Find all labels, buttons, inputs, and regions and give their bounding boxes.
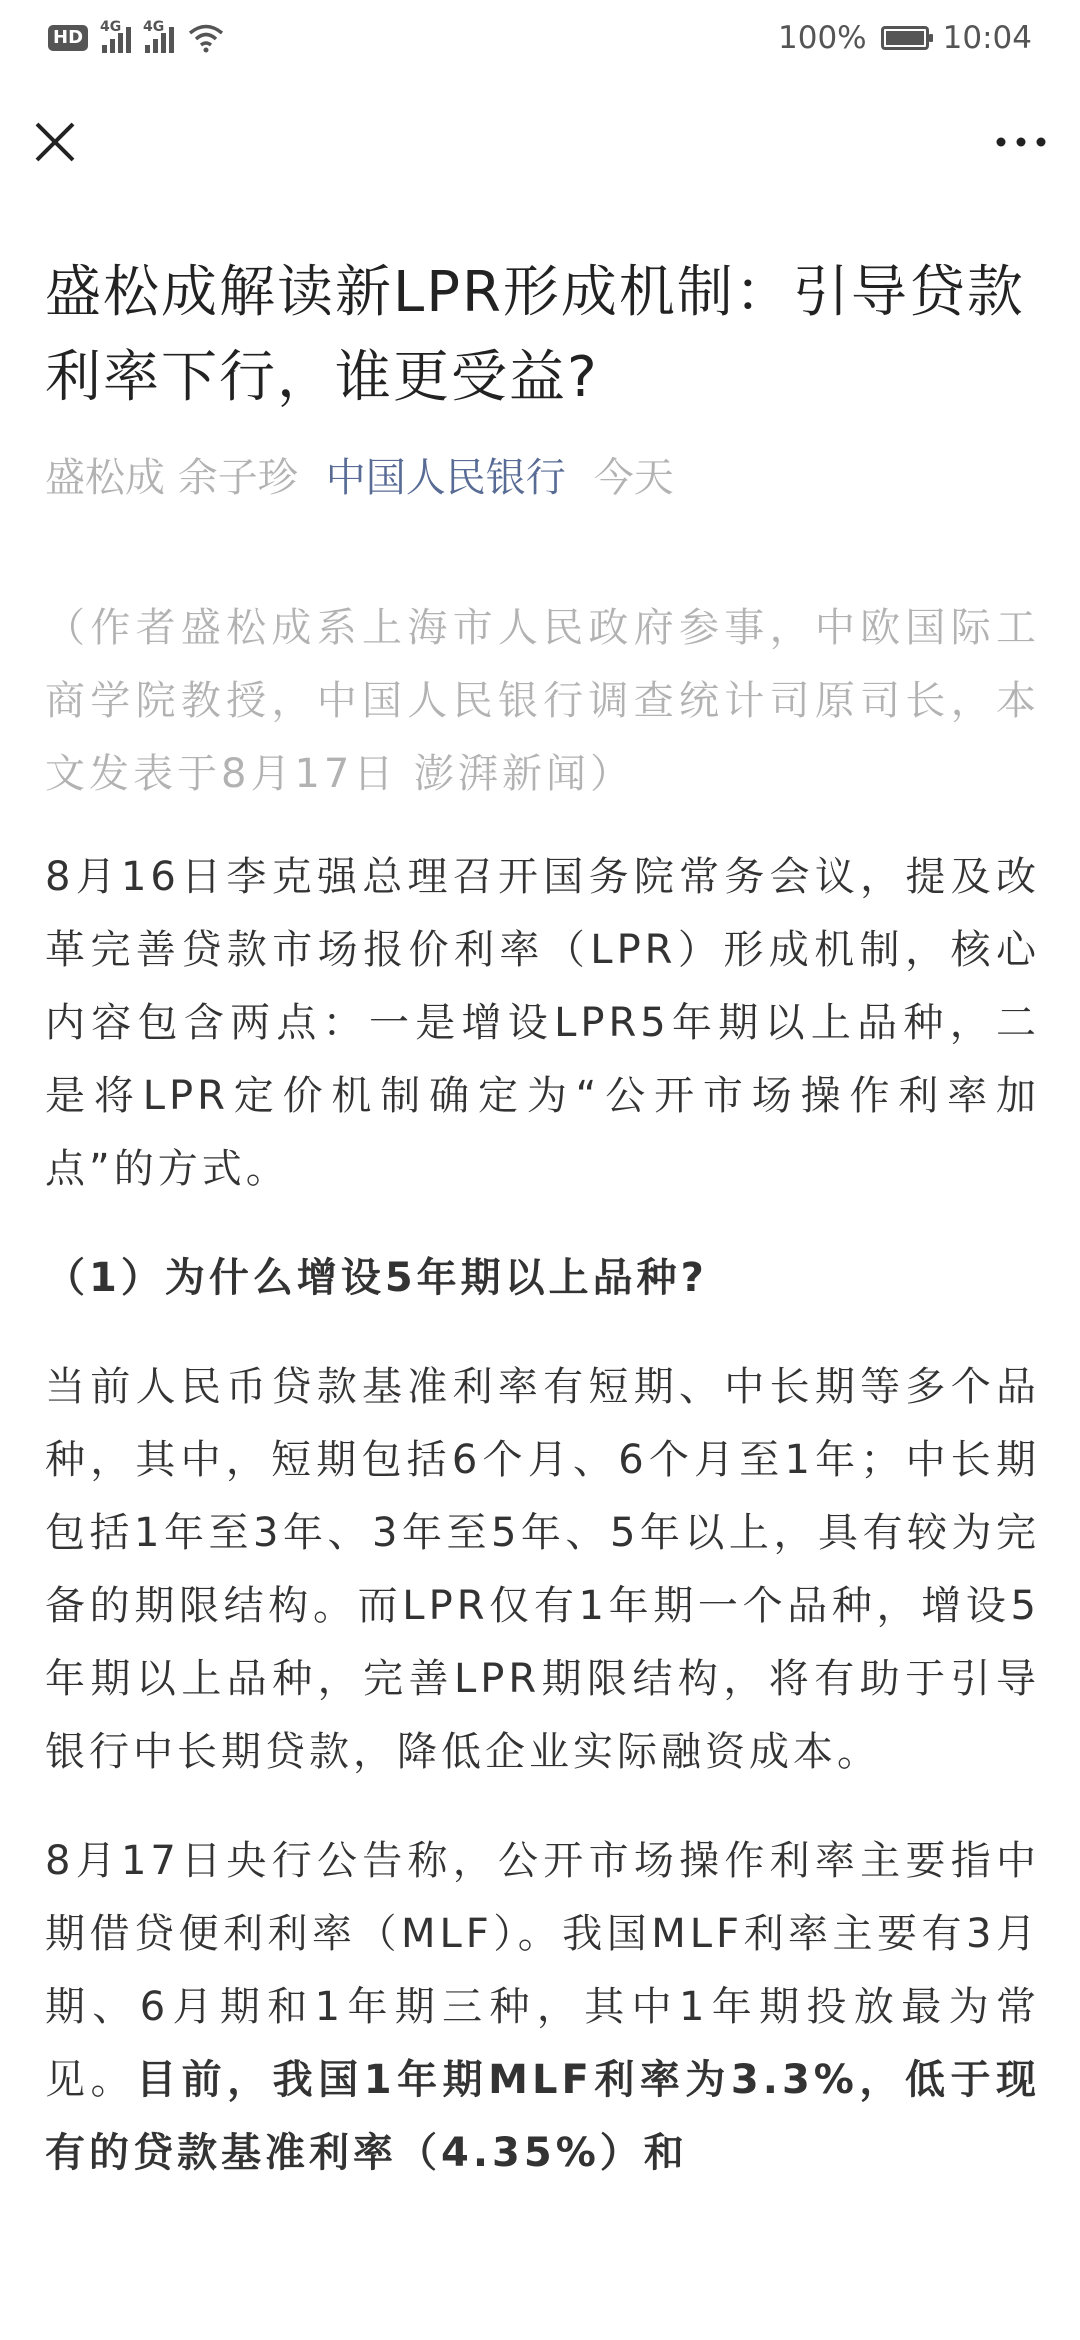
hd-icon: HD [48, 25, 88, 51]
more-icon [993, 135, 1049, 149]
status-bar [0, 0, 1080, 75]
account-link[interactable]: 中国人民银行 [325, 455, 566, 501]
article [45, 250, 1040, 2190]
article-authors: 盛松成 余子珍 [45, 455, 298, 501]
paragraph-3 [45, 1825, 1040, 2190]
battery-fill [886, 31, 924, 45]
battery-icon [881, 26, 929, 50]
article-title: 盛松成解读新LPR形成机制：引导贷款利率下行，谁更受益? [45, 260, 1025, 410]
section-heading: （1）为什么增设5年期以上品种? [45, 1255, 708, 1301]
paragraph-3-text: 8月17日央行公告称，公开市场操作利率主要指中期借贷便利利率（MLF）。我国MLF利率主要有3月期、6月期和1年期三种，其中1年期投放最为常见。 [45, 1838, 1040, 2103]
nav-bar [0, 75, 1080, 215]
paragraph-2: 当前人民币贷款基准利率有短期、中长期等多个品种，其中，短期包括6个月、6个月至1年；中长期包括1年至3年、3年至5年、5年以上，具有较为完备的期限结构。而LPR仅有1年期一个品种，增设5年期以上品种，完善LPR期限结构，将有助于引导银行中长期贷款，降低企业实际融资成本。 [45, 1364, 1040, 1775]
signal-4g-icon [100, 18, 131, 53]
signal-4g-icon-2 [143, 18, 174, 53]
more-button[interactable] [986, 117, 1056, 167]
wifi-icon [188, 23, 224, 53]
status-right [778, 20, 1032, 56]
clock: 10:04 [942, 19, 1032, 56]
signal-tag: 4G [100, 18, 122, 35]
battery-percent: 100% [778, 19, 867, 56]
paragraph-3-bold: 目前，我国1年期MLF利率为3.3%，低于现有的贷款基准利率（4.35%）和 [45, 2057, 1041, 2176]
status-left [48, 18, 224, 53]
close-icon [33, 120, 77, 164]
close-button[interactable] [30, 117, 80, 167]
author-note: （作者盛松成系上海市人民政府参事，中欧国际工商学院教授，中国人民银行调查统计司原司长，本文发表于8月17日 澎湃新闻） [45, 605, 1040, 797]
article-meta [45, 448, 1040, 508]
signal-tag-2: 4G [143, 18, 165, 35]
paragraph-1: 8月16日李克强总理召开国务院常务会议，提及改革完善贷款市场报价利率（LPR）形成机制，核心内容包含两点：一是增设LPR5年期以上品种，二是将LPR定价机制确定为“公开市场操作利率加点”的方式。 [45, 854, 1040, 1192]
publish-date: 今天 [593, 455, 674, 501]
